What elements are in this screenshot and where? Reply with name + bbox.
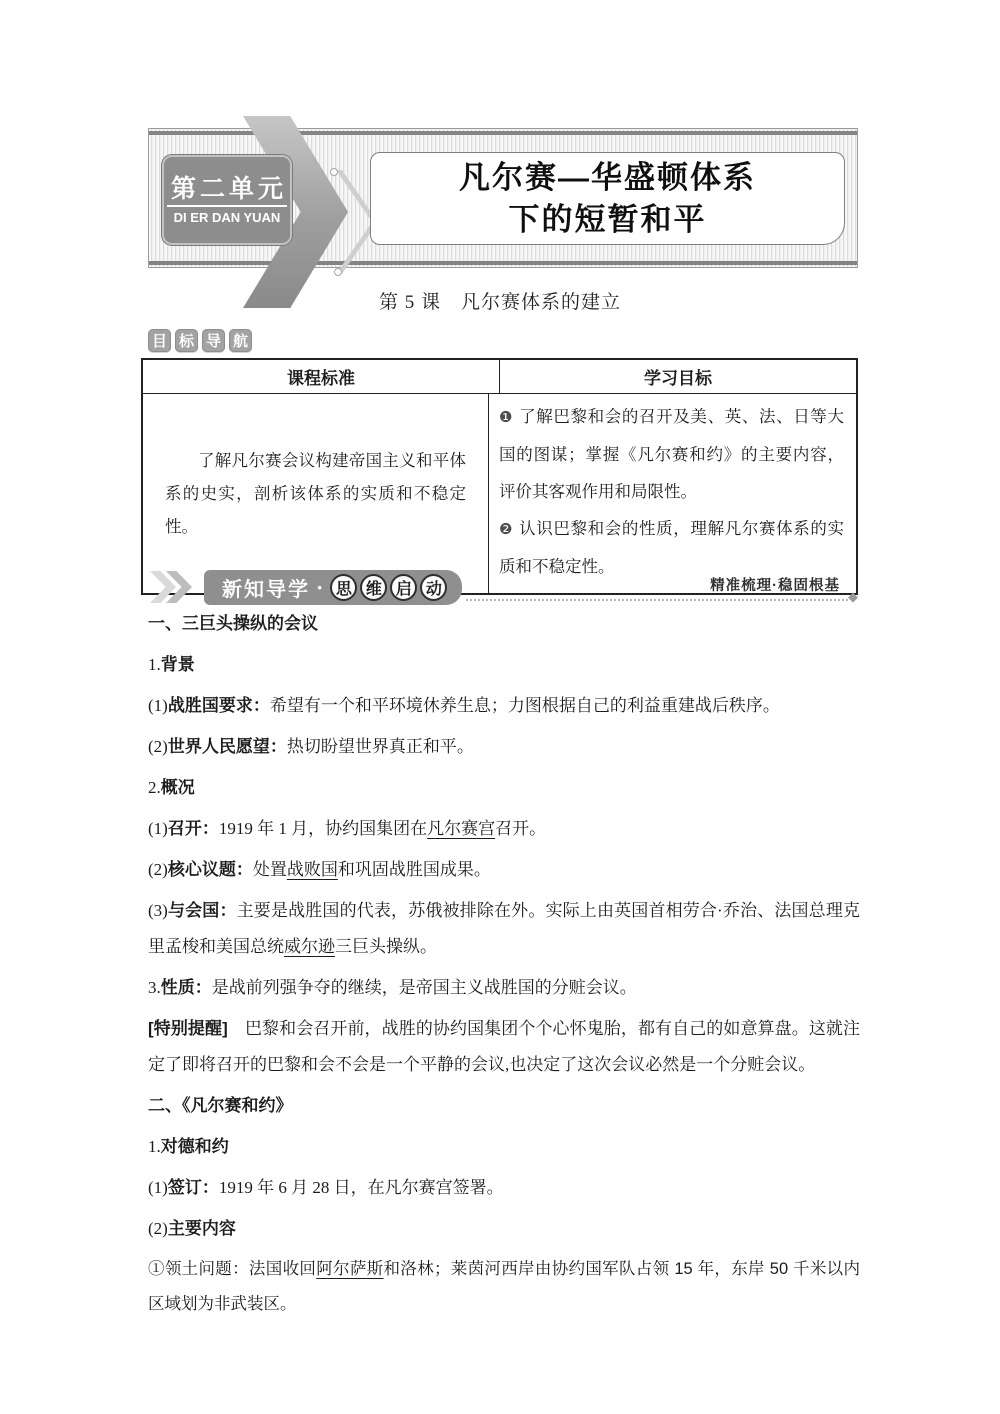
body-text: 巴黎和会召开前，战胜的协约国集团个个心怀鬼胎，都有自己的如意算盘。这就注定了即将召开的巴黎和会不会是一个平静的会议,也决定了这次会议必然是一个分赃会议。 xyxy=(148,1019,860,1074)
learning-goal-item xyxy=(499,398,844,510)
goal-nav-char: 标 xyxy=(175,329,198,352)
lead-in-label: 世界人民愿望： xyxy=(167,737,287,756)
course-standard-cell xyxy=(143,394,489,593)
lead-in-label: 核心议题： xyxy=(167,860,253,879)
section-banner-pill xyxy=(204,570,462,605)
paragraph xyxy=(148,970,860,1006)
table-header-learning-goals: 学习目标 xyxy=(644,369,712,388)
goal-number-icon: ❷ xyxy=(499,520,514,538)
body-text: (2) xyxy=(148,1219,168,1238)
unit-label-box xyxy=(162,155,292,245)
key-term-underlined: 阿尔萨斯 xyxy=(316,1260,384,1278)
lead-in-label: 概况 xyxy=(160,778,195,797)
paragraph xyxy=(148,852,860,888)
paragraph xyxy=(148,1088,860,1124)
body-text: (3) xyxy=(148,901,168,920)
section-banner-circle-char: 思 xyxy=(330,574,357,601)
body-text: 召开。 xyxy=(495,819,547,838)
lead-in-label: 对德和约 xyxy=(160,1137,229,1156)
course-standard-text: 了解凡尔赛会议构建帝国主义和平体系的史实，剖析该体系的实质和不稳定性。 xyxy=(165,451,466,536)
section-banner-circle-char: 维 xyxy=(360,574,387,601)
paragraph xyxy=(148,1211,860,1247)
unit-pinyin: DI ER DAN YUAN xyxy=(173,209,281,225)
goal-number-icon: ❶ xyxy=(499,408,514,426)
lead-in-label: 背景 xyxy=(160,655,195,674)
body-text: 1. xyxy=(148,1137,161,1156)
body-text: 2. xyxy=(148,778,161,797)
unit-banner xyxy=(148,128,858,268)
lead-in-label: 与会国： xyxy=(167,901,237,920)
dotted-rule xyxy=(466,599,848,601)
body-text: 三巨头操纵。 xyxy=(335,937,437,956)
goal-nav-char: 航 xyxy=(229,329,252,352)
body-text: 1. xyxy=(148,655,161,674)
lead-in-label: 二、《凡尔赛和约》 xyxy=(148,1096,293,1115)
learning-goal-text: 了解巴黎和会的召开及美、英、法、日等大国的图谋；掌握《凡尔赛和约》的主要内容，评价其客观作用和局限性。 xyxy=(499,407,845,501)
body-text: 3. xyxy=(148,978,161,997)
body-text: 1919 年 6 月 28 日，在凡尔赛宫签署。 xyxy=(218,1178,504,1197)
body-text: (1) xyxy=(148,819,168,838)
body-text: 希望有一个和平环境休养生息；力图根据自己的利益重建战后秩序。 xyxy=(269,696,780,715)
body-text: 处置 xyxy=(252,860,287,879)
section-banner-circles xyxy=(327,574,447,601)
section-banner-slogan: 精准梳理·稳固根基 xyxy=(710,578,840,594)
paragraph xyxy=(148,1011,860,1083)
diamond-icon: ◆ xyxy=(848,590,858,605)
body-text: (1) xyxy=(148,1178,168,1197)
double-chevron-icon xyxy=(150,571,192,603)
body-text: 和洛林；莱茵河西岸由协约国军队占领 15 年，东岸 50 千米以内区域划为非武装区。 xyxy=(148,1260,860,1313)
lead-in-label: 召开： xyxy=(167,819,219,838)
section-banner-circle-char: 启 xyxy=(390,574,417,601)
key-term-underlined: 凡尔赛宫 xyxy=(427,819,496,838)
paragraph xyxy=(148,606,860,642)
lead-in-label: 主要内容 xyxy=(167,1219,236,1238)
unit-title-box xyxy=(370,152,845,245)
goal-nav-label xyxy=(148,329,252,352)
paragraph xyxy=(148,1129,860,1165)
paragraph xyxy=(148,893,860,965)
lead-in-label: [特别提醒] xyxy=(148,1019,228,1038)
body-text: (2) xyxy=(148,860,168,879)
dot-separator-icon: · xyxy=(316,574,324,600)
table-body-row xyxy=(143,394,856,593)
lead-in-label: 签订： xyxy=(167,1178,219,1197)
paragraph xyxy=(148,1252,860,1322)
unit-title-line1: 凡尔赛—华盛顿体系 xyxy=(459,159,756,195)
body-text: ①领土问题：法国收回 xyxy=(148,1260,317,1278)
objectives-table xyxy=(141,358,858,595)
body-text: 1919 年 1 月，协约国集团在 xyxy=(218,819,428,838)
learning-goal-text: 认识巴黎和会的性质，理解凡尔赛体系的实质和不稳定性。 xyxy=(499,519,845,576)
section-banner-title: 新知导学 xyxy=(222,579,310,601)
learning-goals-cell xyxy=(489,394,856,593)
unit-label: 第二单元 xyxy=(167,177,287,207)
body-text: 热切盼望世界真正和平。 xyxy=(286,737,474,756)
paragraph xyxy=(148,1170,860,1206)
lead-in-label: 战胜国要求： xyxy=(167,696,270,715)
key-term-underlined: 威尔逊 xyxy=(284,937,335,956)
paragraph xyxy=(148,647,860,683)
key-term-underlined: 战败国 xyxy=(286,860,338,879)
body-text: (2) xyxy=(148,737,168,756)
body-content xyxy=(148,606,860,1327)
lesson-heading: 第 5 课 凡尔赛体系的建立 xyxy=(378,292,621,313)
goal-nav-char: 目 xyxy=(148,329,171,352)
banner-dot-icon xyxy=(334,268,342,276)
goal-nav-char: 导 xyxy=(202,329,225,352)
paragraph xyxy=(148,770,860,806)
table-header-course-standard: 课程标准 xyxy=(143,360,500,393)
table-header-row xyxy=(143,360,856,394)
banner-dot-icon xyxy=(330,168,338,176)
paragraph xyxy=(148,688,860,724)
lead-in-label: 一、三巨头操纵的会议 xyxy=(148,614,318,633)
lead-in-label: 性质： xyxy=(160,978,212,997)
paragraph xyxy=(148,811,860,847)
unit-title-line2: 下的短暂和平 xyxy=(508,201,707,237)
body-text: 和巩固战胜国成果。 xyxy=(337,860,491,879)
body-text: 是战前列强争夺的继续，是帝国主义战胜国的分赃会议。 xyxy=(211,978,637,997)
paragraph xyxy=(148,729,860,765)
body-text: 主要是战胜国的代表，苏俄被排除在外。实际上由英国首相劳合·乔治、法国总理克里孟梭和美国总统 xyxy=(148,901,860,956)
section-banner xyxy=(148,568,858,610)
body-text: (1) xyxy=(148,696,168,715)
section-banner-circle-char: 动 xyxy=(420,574,447,601)
